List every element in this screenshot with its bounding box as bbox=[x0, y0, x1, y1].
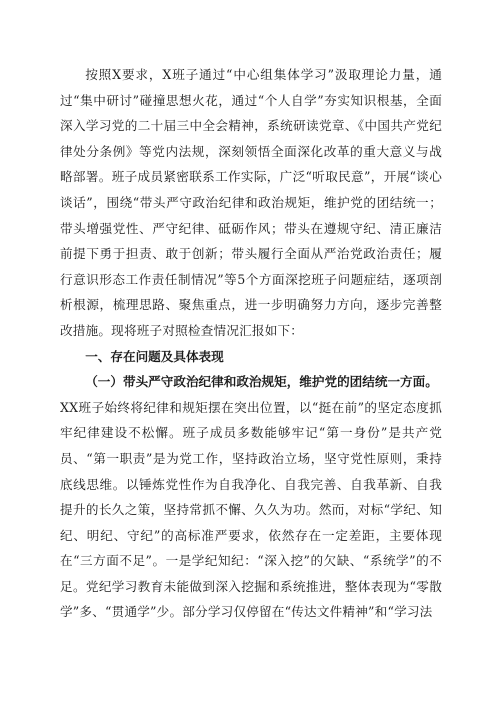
section-heading: 一、存在问题及具体表现 bbox=[85, 348, 224, 364]
subsection-heading-line bbox=[60, 369, 442, 395]
subsection-heading: （一）带头严守政治纪律和政治规矩，维护党的团结统一方面。 bbox=[85, 374, 438, 390]
intro-paragraph: 按照X要求，X班子通过“中心组集体学习”汲取理论力量，通过“集中研讨”碰撞思想火花，通过“个人自学”夯实知识根基，全面深入学习党的二十届三中全会精神，系统研读党章、《中国共产党纪律处分条例》等党内法规，深刻领悟全面深化改革的重大意义与战略部署。班子成员紧密联系工作实际，广泛“听取民意”，开展“谈心谈话”，围绕“带头严守政治纪律和政治规矩，维护党的团结统一；带头增强党性、严守纪律、砥砺作风；带头在遵规守纪、清正廉洁前提下勇于担责、敢于创新；带头履行全面从严治党政治责任；履行意识形态工作责任制情况”等5个方面深挖班子问题症结，逐项剖析根源，梳理思路、聚焦重点，进一步明确努力方向，逐步完善整改措施。现将班子对照检查情况汇报如下： bbox=[60, 67, 442, 338]
document-page bbox=[60, 62, 442, 625]
body-paragraph: XX班子始终将纪律和规矩摆在突出位置，以“挺在前”的坚定态度抓牢纪律建设不松懈。班子成员多数能够牢记“第一身份”是共产党员、“第一职责”是为党工作，坚持政治立场，坚守党性原则，秉持底线思维。以锤炼党性作为自我净化、自我完善、自我革新、自我提升的长久之策，坚持常抓不懈、久久为功。然而，对标“学纪、知纪、明纪、守纪”的高标准严要求，依然存在一定差距，主要体现在“三方面不足”。一是学纪知纪：“深入挖”的欠缺、“系统学”的不足。党纪学习教育未能做到深入挖掘和系统推进，整体表现为“零散学”多、“贯通学”少。部分学习仅停留在“传达文件精神”和“学习法 bbox=[60, 399, 442, 620]
